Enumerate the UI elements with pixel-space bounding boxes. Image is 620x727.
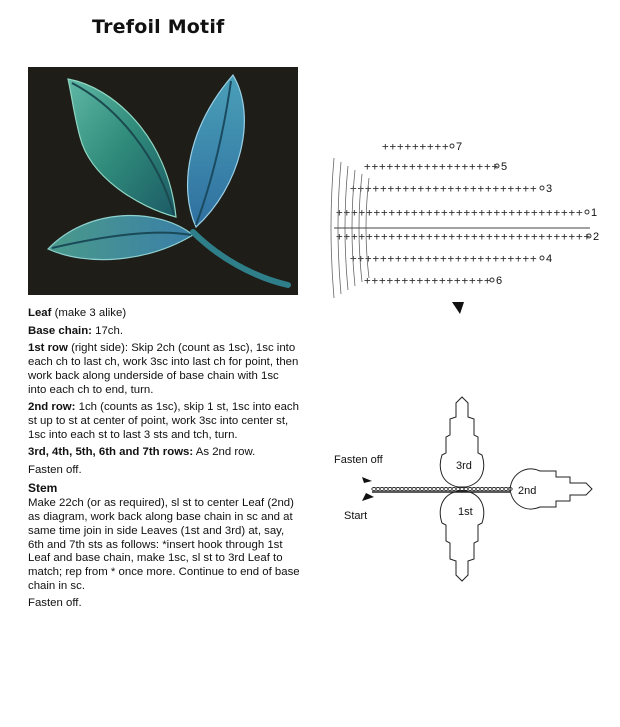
sc-stitch-symbol: + xyxy=(522,252,530,265)
sc-stitch-symbol: + xyxy=(351,230,358,243)
sc-stitch-symbol: + xyxy=(417,252,425,265)
sc-stitch-symbol: + xyxy=(336,230,343,243)
sc-stitch-symbol: + xyxy=(523,206,531,219)
sc-stitch-symbol: + xyxy=(471,230,478,243)
sc-stitch-symbol: + xyxy=(358,230,366,243)
row-number-7: 7 xyxy=(456,141,463,153)
sc-stitch-symbol: + xyxy=(432,252,440,265)
sc-stitch-symbol: + xyxy=(456,206,463,219)
sc-stitch-symbol: + xyxy=(462,182,470,195)
sc-stitch-symbol: + xyxy=(379,274,386,287)
sc-stitch-symbol: + xyxy=(484,274,491,287)
sc-stitch-symbol: + xyxy=(419,140,427,153)
sc-stitch-symbol: + xyxy=(418,230,426,243)
sc-stitch-symbol: + xyxy=(433,230,441,243)
sc-stitch-symbol: + xyxy=(380,182,387,195)
sc-stitch-symbol: + xyxy=(493,206,501,219)
row2-label: 2nd row: xyxy=(28,401,76,414)
sc-stitch-symbol: + xyxy=(380,252,387,265)
sc-stitch-symbol: + xyxy=(411,230,418,243)
sc-stitch-symbol: + xyxy=(427,140,434,153)
fasten-off-arrow xyxy=(362,477,372,483)
stem-text: Make 22ch (or as required), sl st to center Leaf (2nd) as diagram, work back along base chain in sc and at same time join in side Leaves (1st and 3rd) at, say, 6th and 7th sts as follows: *insert hook through 1st Leaf and base chain, make 1sc, sl st to 3rd Leaf to match; rep from * once more. Continue to end of base chain in sc. xyxy=(28,497,300,592)
sc-stitch-symbol: + xyxy=(455,182,462,195)
sc-stitch-symbol: + xyxy=(351,206,358,219)
sc-stitch-symbol: + xyxy=(561,230,568,243)
sc-stitch-symbol: + xyxy=(425,182,432,195)
row-number-5: 5 xyxy=(501,161,508,173)
sc-stitch-symbol: + xyxy=(462,252,470,265)
sc-stitch-symbol: + xyxy=(440,252,447,265)
sc-stitch-symbol: + xyxy=(424,274,431,287)
sc-stitch-symbol: + xyxy=(454,160,461,173)
row1-paragraph xyxy=(28,342,300,397)
sc-stitch-symbol: + xyxy=(431,160,439,173)
stem-fasten-off: Fasten off. xyxy=(28,597,82,610)
sc-stitch-symbol: + xyxy=(492,182,500,195)
sc-stitch-symbol: + xyxy=(401,160,409,173)
row-number-3: 3 xyxy=(546,183,553,195)
sc-stitch-symbol: + xyxy=(546,230,553,243)
rows-3-7-paragraph xyxy=(28,446,300,460)
leaf-heading-line xyxy=(28,307,300,321)
sc-stitch-symbol: + xyxy=(470,252,477,265)
sc-stitch-symbol: + xyxy=(500,182,507,195)
sc-stitch-symbol: + xyxy=(403,230,411,243)
base-chain-stitches xyxy=(372,488,512,493)
sc-stitch-symbol: + xyxy=(372,182,380,195)
sc-stitch-symbol: + xyxy=(373,206,381,219)
turning-chain-symbol xyxy=(540,186,544,190)
sc-stitch-symbol: + xyxy=(371,274,379,287)
sc-stitch-symbol: + xyxy=(364,160,371,173)
sc-stitch-symbol: + xyxy=(461,160,469,173)
sc-stitch-symbol: + xyxy=(515,252,522,265)
sc-stitch-symbol: + xyxy=(486,206,493,219)
sc-stitch-symbol: + xyxy=(471,206,478,219)
sc-stitch-symbol: + xyxy=(441,206,448,219)
sc-stitch-symbol: + xyxy=(448,230,456,243)
sc-stitch-symbol: + xyxy=(387,252,395,265)
sc-stitch-symbol: + xyxy=(379,160,386,173)
start-label: Start xyxy=(344,510,368,522)
sc-stitch-symbol: + xyxy=(343,230,351,243)
row1-label: 1st row xyxy=(28,342,68,355)
page-title: Trefoil Motif xyxy=(92,16,225,38)
sc-stitch-symbol: + xyxy=(386,160,394,173)
sc-stitch-symbol: + xyxy=(382,140,389,153)
row-edge-curve xyxy=(331,158,334,298)
base-chain-value: 17ch. xyxy=(95,324,123,337)
sc-stitch-symbol: + xyxy=(366,206,373,219)
sc-stitch-symbol: + xyxy=(366,230,373,243)
sc-stitch-symbol: + xyxy=(476,160,484,173)
sc-stitch-symbol: + xyxy=(432,182,440,195)
sc-stitch-symbol: + xyxy=(461,274,469,287)
sc-stitch-symbol: + xyxy=(394,160,401,173)
sc-stitch-symbol: + xyxy=(395,252,402,265)
sc-stitch-symbol: + xyxy=(561,206,568,219)
stem-heading: Stem xyxy=(28,480,58,495)
start-arrow xyxy=(362,493,374,501)
sc-stitch-symbol: + xyxy=(372,252,380,265)
sc-stitch-symbol: + xyxy=(546,206,553,219)
sc-stitch-symbol: + xyxy=(388,206,396,219)
sc-stitch-symbol: + xyxy=(404,140,412,153)
sc-stitch-symbol: + xyxy=(389,140,397,153)
sc-stitch-symbol: + xyxy=(583,230,591,243)
turning-chain-symbol xyxy=(450,144,454,148)
rows-3-7-label: 3rd, 4th, 5th, 6th and 7th rows: xyxy=(28,446,194,459)
stitch-chart xyxy=(322,128,607,323)
sc-stitch-symbol: + xyxy=(500,252,507,265)
sc-stitch-symbol: + xyxy=(568,230,576,243)
sc-stitch-symbol: + xyxy=(364,274,371,287)
sc-stitch-symbol: + xyxy=(410,182,417,195)
sc-stitch-symbol: + xyxy=(446,274,454,287)
sc-stitch-symbol: + xyxy=(371,160,379,173)
sc-stitch-symbol: + xyxy=(476,274,484,287)
start-arrow-marker xyxy=(452,302,464,314)
sc-stitch-symbol: + xyxy=(470,182,477,195)
sc-stitch-symbol: + xyxy=(553,206,561,219)
sc-stitch-symbol: + xyxy=(507,252,515,265)
sc-stitch-symbol: + xyxy=(448,206,456,219)
sc-stitch-symbol: + xyxy=(576,206,583,219)
leaf-1st-shape xyxy=(440,491,483,581)
sc-stitch-symbol: + xyxy=(373,230,381,243)
rows-3-7-text: As 2nd row. xyxy=(195,446,256,459)
sc-stitch-symbol: + xyxy=(350,252,357,265)
sc-stitch-symbol: + xyxy=(412,140,419,153)
sc-stitch-symbol: + xyxy=(493,230,501,243)
sc-stitch-symbol: + xyxy=(530,252,537,265)
sc-stitch-symbol: + xyxy=(411,206,418,219)
row2-text: 1ch (counts as 1sc), skip 1 st, 1sc into each st up to st at center of point, work 3sc into center st, 1sc into each st to last 3 sts and tch, turn. xyxy=(28,401,299,441)
sc-stitch-symbol: + xyxy=(386,274,394,287)
sc-stitch-symbol: + xyxy=(447,252,455,265)
sc-stitch-symbol: + xyxy=(469,274,476,287)
sc-stitch-symbol: + xyxy=(507,182,515,195)
sc-stitch-symbol: + xyxy=(531,230,538,243)
sc-stitch-symbol: + xyxy=(553,230,561,243)
leaf-fasten-off: Fasten off. xyxy=(28,464,82,477)
sc-stitch-symbol: + xyxy=(343,206,351,219)
sc-stitch-symbol: + xyxy=(478,230,486,243)
row1-text: (right side): Skip 2ch (count as 1sc), 1sc into each ch to last ch, work 3sc into last ch for point, then work back along underside of base chain with 1sc into each ch to end, turn. xyxy=(28,342,299,396)
sc-stitch-symbol: + xyxy=(358,206,366,219)
sc-stitch-symbol: + xyxy=(478,206,486,219)
sc-stitch-symbol: + xyxy=(446,160,454,173)
sc-stitch-symbol: + xyxy=(531,206,538,219)
sc-stitch-symbol: + xyxy=(508,206,516,219)
sc-stitch-symbol: + xyxy=(538,230,546,243)
row-number-4: 4 xyxy=(546,253,553,265)
sc-stitch-symbol: + xyxy=(501,206,508,219)
sc-stitch-symbol: + xyxy=(357,182,365,195)
sc-stitch-symbol: + xyxy=(492,252,500,265)
stitch-grid xyxy=(331,140,591,298)
sc-stitch-symbol: + xyxy=(485,252,492,265)
sc-stitch-symbol: + xyxy=(410,252,417,265)
row-number-6: 6 xyxy=(496,275,503,287)
sc-stitch-symbol: + xyxy=(401,274,409,287)
sc-stitch-symbol: + xyxy=(501,230,508,243)
sc-stitch-symbol: + xyxy=(523,230,531,243)
sc-stitch-symbol: + xyxy=(454,274,461,287)
sc-stitch-symbol: + xyxy=(336,206,343,219)
instructions xyxy=(28,307,300,615)
leaf-3rd-label: 3rd xyxy=(456,460,472,472)
sc-stitch-symbol: + xyxy=(530,182,537,195)
sc-stitch-symbol: + xyxy=(395,182,402,195)
trefoil-photo-illustration xyxy=(28,67,298,295)
sc-stitch-symbol: + xyxy=(402,182,410,195)
sc-stitch-symbol: + xyxy=(409,160,416,173)
sc-stitch-symbol: + xyxy=(455,252,462,265)
row-number-1: 1 xyxy=(591,207,598,219)
sc-stitch-symbol: + xyxy=(416,160,424,173)
sc-stitch-symbol: + xyxy=(440,182,447,195)
row-number-2: 2 xyxy=(593,231,600,243)
sc-stitch-symbol: + xyxy=(516,206,523,219)
sc-stitch-symbol: + xyxy=(397,140,404,153)
sc-stitch-symbol: + xyxy=(357,252,365,265)
sc-stitch-symbol: + xyxy=(463,230,471,243)
sc-stitch-symbol: + xyxy=(522,182,530,195)
leaf-heading: Leaf xyxy=(28,307,52,319)
assembly-diagram xyxy=(330,395,605,585)
leaf-3rd-shape xyxy=(440,397,483,487)
sc-stitch-symbol: + xyxy=(486,230,493,243)
sc-stitch-symbol: + xyxy=(403,206,411,219)
sc-stitch-symbol: + xyxy=(381,206,388,219)
sc-stitch-symbol: + xyxy=(477,182,485,195)
leaf-2nd-label: 2nd xyxy=(518,485,537,497)
sc-stitch-symbol: + xyxy=(447,182,455,195)
sc-stitch-symbol: + xyxy=(485,182,492,195)
sc-stitch-symbol: + xyxy=(396,206,403,219)
sc-stitch-symbol: + xyxy=(439,274,446,287)
sc-stitch-symbol: + xyxy=(568,206,576,219)
leaf-heading-note: (make 3 alike) xyxy=(54,307,127,319)
sc-stitch-symbol: + xyxy=(409,274,416,287)
sc-stitch-symbol: + xyxy=(442,140,449,153)
sc-stitch-symbol: + xyxy=(515,182,522,195)
sc-stitch-symbol: + xyxy=(434,140,442,153)
sc-stitch-symbol: + xyxy=(463,206,471,219)
base-chain-label: Base chain: xyxy=(28,324,92,337)
sc-stitch-symbol: + xyxy=(425,252,432,265)
sc-stitch-symbol: + xyxy=(469,160,476,173)
sc-stitch-symbol: + xyxy=(350,182,357,195)
sc-stitch-symbol: + xyxy=(365,182,372,195)
sc-stitch-symbol: + xyxy=(508,230,516,243)
sc-stitch-symbol: + xyxy=(456,230,463,243)
fasten-off-label: Fasten off xyxy=(334,454,383,466)
turning-chain-symbol xyxy=(585,210,589,214)
sc-stitch-symbol: + xyxy=(416,274,424,287)
sc-stitch-symbol: + xyxy=(394,274,401,287)
sc-stitch-symbol: + xyxy=(402,252,410,265)
sc-stitch-symbol: + xyxy=(396,230,403,243)
sc-stitch-symbol: + xyxy=(418,206,426,219)
sc-stitch-symbol: + xyxy=(477,252,485,265)
sc-stitch-symbol: + xyxy=(439,160,446,173)
sc-stitch-symbol: + xyxy=(365,252,372,265)
sc-stitch-symbol: + xyxy=(484,160,491,173)
sc-stitch-symbol: + xyxy=(426,230,433,243)
sc-stitch-symbol: + xyxy=(426,206,433,219)
sc-stitch-symbol: + xyxy=(417,182,425,195)
sc-stitch-symbol: + xyxy=(441,230,448,243)
sc-stitch-symbol: + xyxy=(576,230,583,243)
sc-stitch-symbol: + xyxy=(433,206,441,219)
sc-stitch-symbol: + xyxy=(491,160,499,173)
trefoil-photo xyxy=(28,67,298,295)
sc-stitch-symbol: + xyxy=(387,182,395,195)
sc-stitch-symbol: + xyxy=(424,160,431,173)
leaf-1st-label: 1st xyxy=(458,506,473,518)
sc-stitch-symbol: + xyxy=(381,230,388,243)
row2-paragraph xyxy=(28,401,300,442)
sc-stitch-symbol: + xyxy=(431,274,439,287)
base-chain-line xyxy=(28,325,300,339)
turning-chain-symbol xyxy=(540,256,544,260)
sc-stitch-symbol: + xyxy=(538,206,546,219)
sc-stitch-symbol: + xyxy=(388,230,396,243)
sc-stitch-symbol: + xyxy=(516,230,523,243)
